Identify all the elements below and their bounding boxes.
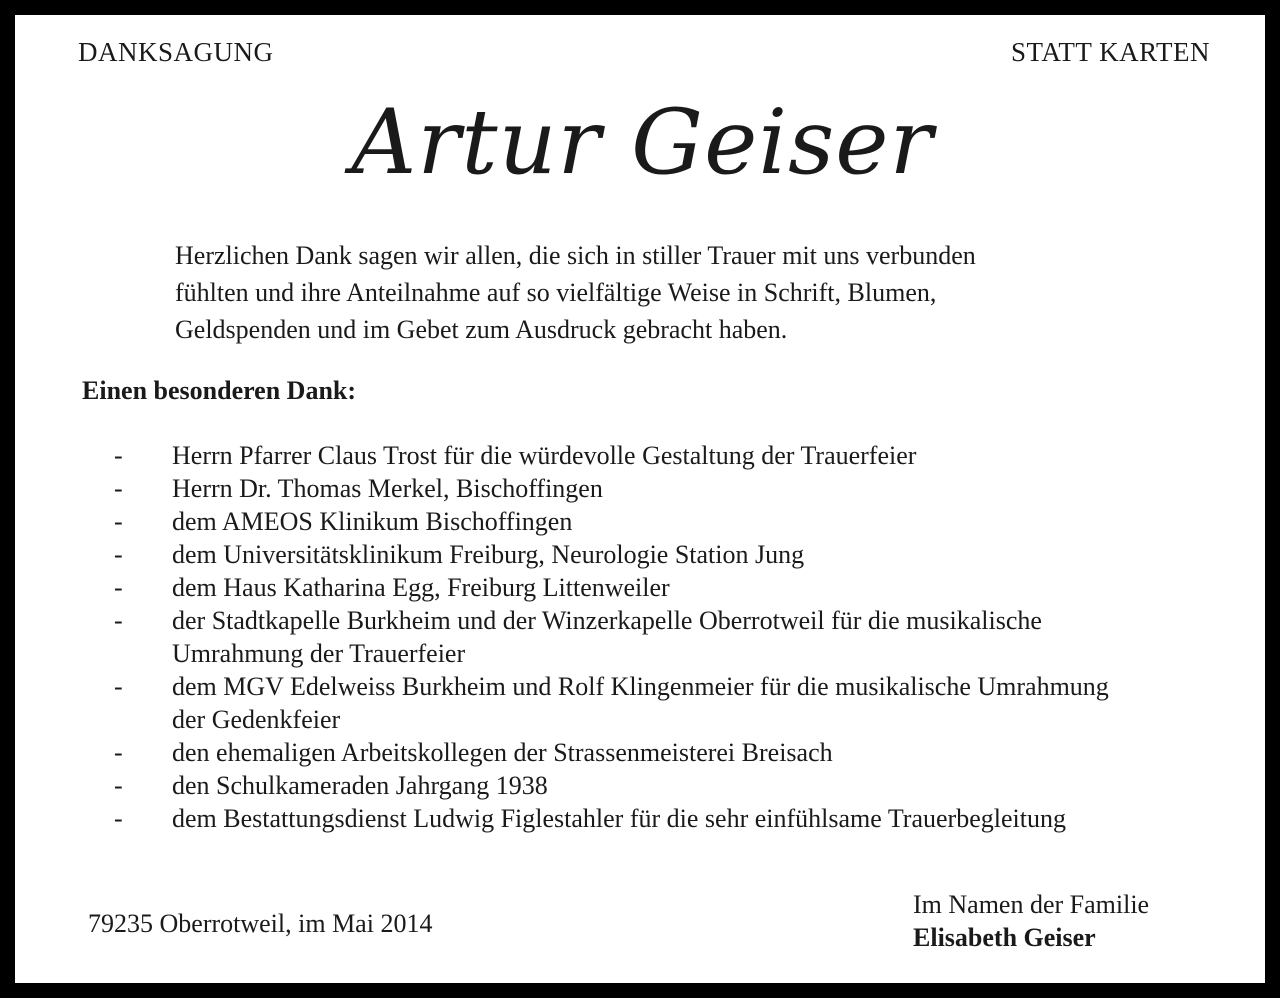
signature-line: Im Namen der Familie — [913, 890, 1150, 919]
list-item — [15, 604, 1265, 670]
list-bullet: - — [114, 507, 123, 536]
special-thanks-list — [15, 439, 1265, 835]
list-item — [15, 439, 1265, 472]
header-right-title: STATT KARTEN — [1011, 37, 1210, 67]
header-left-title: DANKSAGUNG — [78, 37, 274, 67]
list-item-text: dem MGV Edelweiss Burkheim und Rolf Klingenmeier für die musikalische Umrahmung — [172, 672, 1109, 701]
list-item — [15, 472, 1265, 505]
list-item — [15, 769, 1265, 802]
signature-block — [913, 888, 1149, 954]
list-item-text: dem Haus Katharina Egg, Freiburg Littenweiler — [172, 573, 670, 602]
intro-line: fühlten und ihre Anteilnahme auf so vielfältige Weise in Schrift, Blumen, — [175, 278, 937, 307]
list-item-text: den Schulkameraden Jahrgang 1938 — [172, 771, 548, 800]
signature-name: Elisabeth Geiser — [913, 923, 1096, 952]
list-item — [15, 670, 1265, 736]
deceased-name: Artur Geiser — [351, 90, 934, 195]
list-item — [15, 538, 1265, 571]
list-bullet: - — [114, 441, 123, 470]
intro-paragraph — [175, 237, 1135, 348]
list-item-text-continued: der Gedenkfeier — [172, 705, 341, 734]
special-thanks-heading: Einen besonderen Dank: — [82, 376, 357, 405]
intro-line: Herzlichen Dank sagen wir allen, die sich in stiller Trauer mit uns verbunden — [175, 241, 976, 270]
list-bullet: - — [114, 672, 123, 701]
list-item-text: Herrn Pfarrer Claus Trost für die würdevolle Gestaltung der Trauerfeier — [172, 441, 917, 470]
list-bullet: - — [114, 804, 123, 833]
place-and-date: 79235 Oberrotweil, im Mai 2014 — [88, 909, 433, 938]
list-item-text-continued: Umrahmung der Trauerfeier — [172, 639, 466, 668]
list-item-text: dem AMEOS Klinikum Bischoffingen — [172, 507, 573, 536]
list-item-text: der Stadtkapelle Burkheim und der Winzerkapelle Oberrotweil für die musikalische — [172, 606, 1042, 635]
list-bullet: - — [114, 606, 123, 635]
list-item-text: Herrn Dr. Thomas Merkel, Bischoffingen — [172, 474, 603, 503]
list-bullet: - — [114, 540, 123, 569]
list-bullet: - — [114, 573, 123, 602]
obituary-notice — [15, 15, 1265, 983]
list-item-text: dem Universitätsklinikum Freiburg, Neurologie Station Jung — [172, 540, 805, 569]
list-item — [15, 802, 1265, 835]
list-bullet: - — [114, 474, 123, 503]
list-item — [15, 736, 1265, 769]
list-item — [15, 571, 1265, 604]
list-item — [15, 505, 1265, 538]
list-item-text: dem Bestattungsdienst Ludwig Figlestahler für die sehr einfühlsame Trauerbegleitung — [172, 804, 1066, 833]
list-bullet: - — [114, 771, 123, 800]
list-bullet: - — [114, 738, 123, 767]
intro-line: Geldspenden und im Gebet zum Ausdruck gebracht haben. — [175, 315, 788, 344]
list-item-text: den ehemaligen Arbeitskollegen der Strassenmeisterei Breisach — [172, 738, 833, 767]
